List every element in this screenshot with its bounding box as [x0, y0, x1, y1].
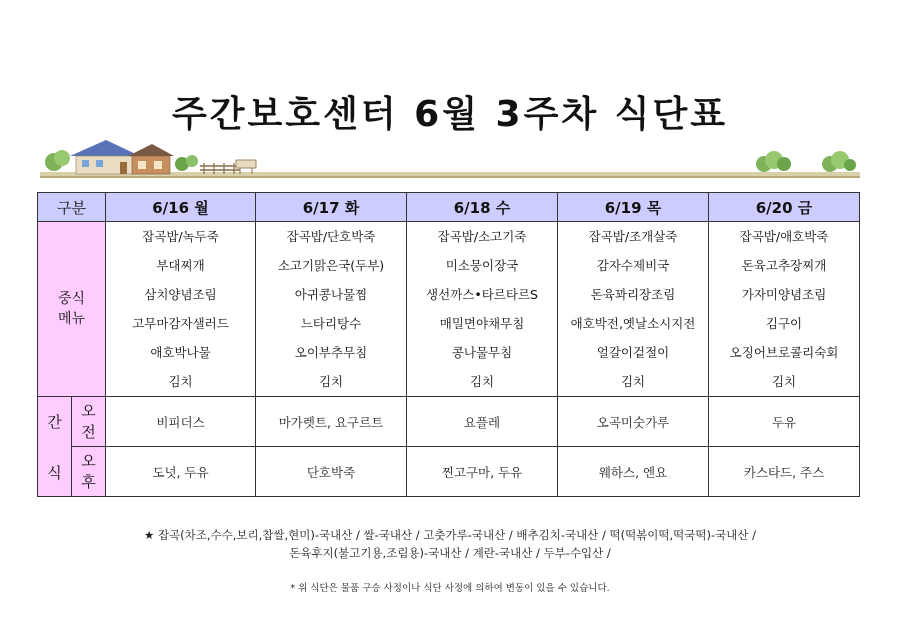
origin-note-line2: 돈육후지(불고기용,조림용)-국내산 / 계란-국내산 / 두부-수입산 / — [289, 546, 611, 560]
menu-item: 생선까스•타르타르S — [426, 287, 538, 302]
snack-pm-row — [38, 447, 860, 497]
menu-item: 돈육꽈리장조림 — [590, 287, 676, 302]
menu-item: 김치 — [318, 374, 344, 389]
menu-item: 느타리탕수 — [300, 316, 362, 331]
lunch-label — [38, 222, 106, 397]
menu-item: 김치 — [168, 374, 193, 389]
menu-item: 삼치양념조림 — [144, 287, 217, 302]
lunch-label-line2: 메뉴 — [57, 311, 86, 327]
snack-label — [38, 397, 72, 497]
day-header-wed: 6/18 수 — [407, 193, 558, 222]
menu-item: 애호박나물 — [150, 345, 211, 360]
pm-label-line1: 오 — [81, 451, 96, 470]
menu-item: 애호박전,옛날소시지전 — [570, 316, 696, 331]
snack-label-line1: 간 — [47, 412, 62, 431]
snack-am-mon: 비피더스 — [106, 397, 256, 447]
menu-table — [37, 192, 860, 497]
snack-label-line2: 식 — [47, 463, 62, 482]
lunch-cell-mon — [106, 222, 256, 397]
menu-item: 오징어브로콜리숙회 — [729, 345, 839, 360]
menu-item: 잡곡밥/단호박죽 — [286, 229, 376, 244]
lunch-label-line1: 중식 — [57, 291, 86, 307]
lunch-cell-tue — [256, 222, 407, 397]
menu-item: 미소뭉이장국 — [445, 258, 519, 273]
lunch-cell-wed — [407, 222, 558, 397]
day-header-thu: 6/19 목 — [558, 193, 709, 222]
snack-am-tue: 마가렛트, 요구르트 — [256, 397, 407, 447]
lunch-cell-fri — [709, 222, 860, 397]
snack-pm-wed: 찐고구마, 두유 — [407, 447, 558, 497]
change-notice: * 위 식단은 물품 구승 사정이나 식단 사정에 의하여 변동이 있을 수 있습니다. — [290, 583, 610, 594]
menu-item: 감자수제비국 — [596, 258, 670, 273]
lunch-cell-thu — [558, 222, 709, 397]
menu-item: 소고기맑은국(두부) — [277, 258, 385, 273]
pm-label — [72, 447, 106, 497]
day-header-tue: 6/17 화 — [256, 193, 407, 222]
menu-item: 매밀면야채무침 — [439, 316, 525, 331]
corner-label: 구분 — [38, 193, 106, 222]
am-label — [72, 397, 106, 447]
menu-item: 김치 — [469, 374, 495, 389]
house-scene-illustration — [40, 134, 860, 180]
menu-item: 콩나물무침 — [451, 345, 513, 360]
header-row — [38, 193, 860, 222]
snack-am-thu: 오곡미숫가루 — [558, 397, 709, 447]
snack-am-wed: 요플레 — [407, 397, 558, 447]
lunch-row — [38, 222, 860, 397]
snack-pm-thu: 웨하스, 엔요 — [558, 447, 709, 497]
menu-item: 김치 — [771, 374, 797, 389]
origin-note-line1: ★ 잡곡(차조,수수,보리,찹쌀,현미)-국내산 / 쌀-국내산 / 고춧가루-국내산 / 배추김치-국내산 / 떡(떡볶이떡,떡국떡)-국내산 / — [143, 528, 756, 542]
day-header-fri: 6/20 금 — [709, 193, 860, 222]
menu-item: 김치 — [620, 374, 646, 389]
snack-am-row — [38, 397, 860, 447]
menu-item: 잡곡밥/조개살죽 — [588, 229, 678, 244]
am-label-line2: 전 — [81, 422, 96, 441]
menu-item: 가자미양념조림 — [741, 287, 827, 302]
menu-item: 고무마감자샐러드 — [132, 316, 229, 331]
snack-pm-fri: 카스타드, 주스 — [709, 447, 860, 497]
page-title: 주간보호센터 6월 3주차 식단표 — [171, 94, 728, 135]
menu-item: 잡곡밥/녹두죽 — [142, 229, 219, 244]
menu-item: 잡곡밥/애호박죽 — [739, 229, 829, 244]
menu-item: 돈육고추장찌개 — [741, 258, 827, 273]
am-label-line1: 오 — [81, 401, 96, 420]
snack-am-fri: 두유 — [709, 397, 860, 447]
menu-item: 부대찌개 — [156, 258, 205, 273]
menu-item: 아귀콩나물찜 — [294, 287, 368, 302]
menu-item: 오이부추무침 — [294, 345, 368, 360]
snack-pm-tue: 단호박죽 — [256, 447, 407, 497]
menu-item: 얼갈이겉절이 — [596, 345, 670, 360]
pm-label-line2: 후 — [81, 472, 96, 491]
day-header-mon: 6/16 월 — [106, 193, 256, 222]
menu-item: 잡곡밥/소고기죽 — [437, 229, 527, 244]
snack-pm-mon: 도넛, 두유 — [106, 447, 256, 497]
menu-item: 김구이 — [765, 316, 803, 331]
